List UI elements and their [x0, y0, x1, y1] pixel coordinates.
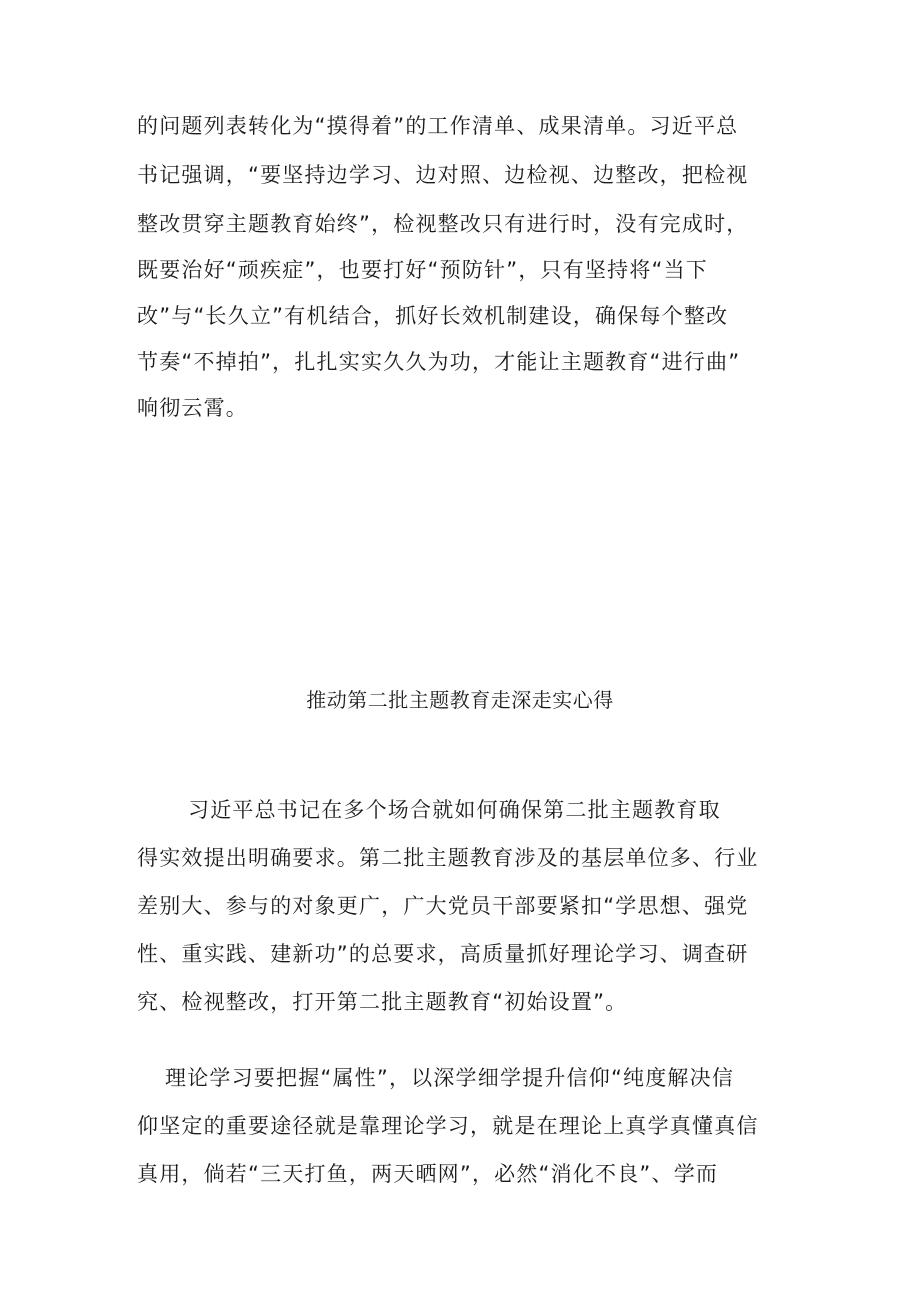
paragraph-line: 既要治好“顽疾症”，也要打好“预防针”，只有坚持将“当下: [137, 258, 708, 282]
paragraph-line: 理论学习要把握“属性”，以深学细学提升信仰“纯度解决信: [165, 1066, 735, 1090]
paragraph-line: 整改贯穿主题教育始终”，检视整改只有进行时，没有完成时，: [137, 212, 749, 236]
paragraph-line: 的问题列表转化为“摸得着”的工作清单、成果清单。习近平总: [137, 114, 739, 138]
article-title: 推动第二批主题教育走深走实心得: [306, 688, 614, 712]
paragraph-line: 响彻云霄。: [137, 396, 248, 420]
paragraph-line: 真用，倘若“三天打鱼，两天晒网”，必然“消化不良”、学而: [137, 1162, 719, 1186]
paragraph-line: 节奏“不掉拍”，扎扎实实久久为功，才能让主题教育“进行曲”: [137, 350, 741, 374]
paragraph-line: 书记强调，“要坚持边学习、边对照、边检视、边整改，把检视: [137, 163, 749, 187]
paragraph-line: 得实效提出明确要求。第二批主题教育涉及的基层单位多、行业: [137, 846, 759, 870]
paragraph-line: 习近平总书记在多个场合就如何确保第二批主题教育取: [188, 798, 721, 822]
paragraph-line: 性、重实践、建新功”的总要求，高质量抓好理论学习、调查研: [137, 942, 749, 966]
paragraph-line: 仰坚定的重要途径就是靠理论学习，就是在理论上真学真懂真信: [137, 1114, 759, 1138]
paragraph-line: 改”与“长久立”有机结合，抓好长效机制建设，确保每个整改: [137, 304, 729, 328]
paragraph-line: 究、检视整改，打开第二批主题教育“初始设置”。: [137, 990, 628, 1014]
paragraph-line: 差别大、参与的对象更广，广大党员干部要紧扣“学思想、强党: [137, 894, 749, 918]
